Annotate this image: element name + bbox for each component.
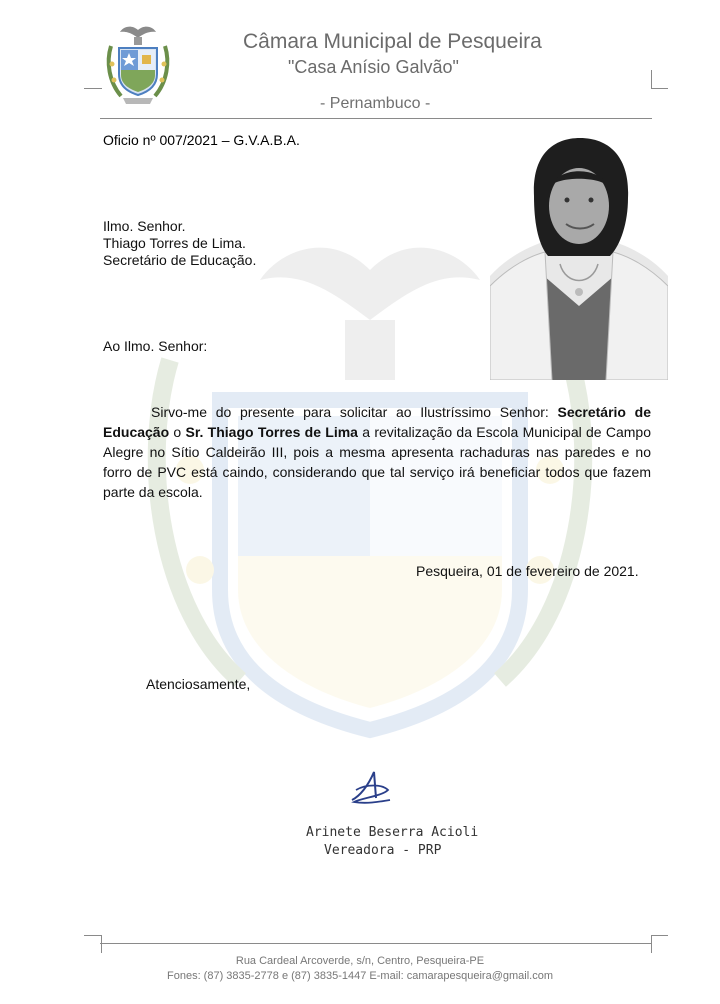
coat-of-arms-logo (103, 24, 173, 108)
recipient-title-line (103, 251, 256, 270)
salutation: Ilmo. Senhor. (103, 218, 186, 234)
recipient-name: Thiago Torres de Lima (103, 235, 243, 251)
letter-body (103, 402, 651, 502)
footer-corner-left (84, 935, 102, 936)
body-bold-title: Secretário de Educação (103, 404, 651, 440)
chamber-name: Câmara Municipal de Pesqueira (243, 30, 542, 53)
recipient-title: Secretário de Educação (103, 252, 253, 268)
signature-mark (348, 768, 394, 808)
footer-corner-right (651, 935, 668, 936)
header-corner-right (651, 70, 652, 88)
place-date: Pesqueira, 01 de fevereiro de 2021. (416, 563, 639, 579)
body-request: a revitalização da Escola Municipal de Campo Alegre no Sítio Caldeirão III, pois a mesma apresenta rachaduras nas paredes e no forro de PVC está caindo, considerando que tal serviço irá beneficiar todos que fazem parte da escola. (103, 424, 651, 500)
header-rule (100, 118, 652, 119)
footer-rule (100, 943, 652, 944)
body-bold-name: Sr. Thiago Torres de Lima (185, 424, 358, 440)
councilwoman-photo (490, 136, 668, 380)
header-corner-left (84, 88, 102, 89)
recipient-title-period: . (252, 252, 257, 268)
footer-corner-right-v (651, 935, 652, 953)
recipient-name-period: . (242, 235, 246, 251)
state-name: - Pernambuco - (320, 95, 431, 112)
chamber-subtitle: "Casa Anísio Galvão" (288, 57, 459, 77)
body-intro: Sirvo-me do presente para solicitar ao Ilustríssimo Senhor: (151, 404, 558, 420)
signer-role: Vereadora - PRP (324, 843, 442, 858)
address-line: Ao Ilmo. Senhor: (103, 338, 208, 354)
footer-address: Rua Cardeal Arcoverde, s/n, Centro, Pesqueira-PE (235, 955, 485, 967)
letter-reference: Oficio nº 007/2021 – G.V.A.B.A. (103, 132, 300, 148)
closing: Atenciosamente, (146, 676, 251, 692)
signer-name: Arinete Beserra Acioli (306, 825, 479, 840)
header-corner-right-h (651, 88, 668, 89)
footer-contacts: Fones: (87) 3835-2778 e (87) 3835-1447 E-mail: camarapesqueira@gmail.com (167, 970, 553, 982)
footer-corner-left-v (101, 935, 102, 953)
body-connector: o (169, 424, 186, 440)
